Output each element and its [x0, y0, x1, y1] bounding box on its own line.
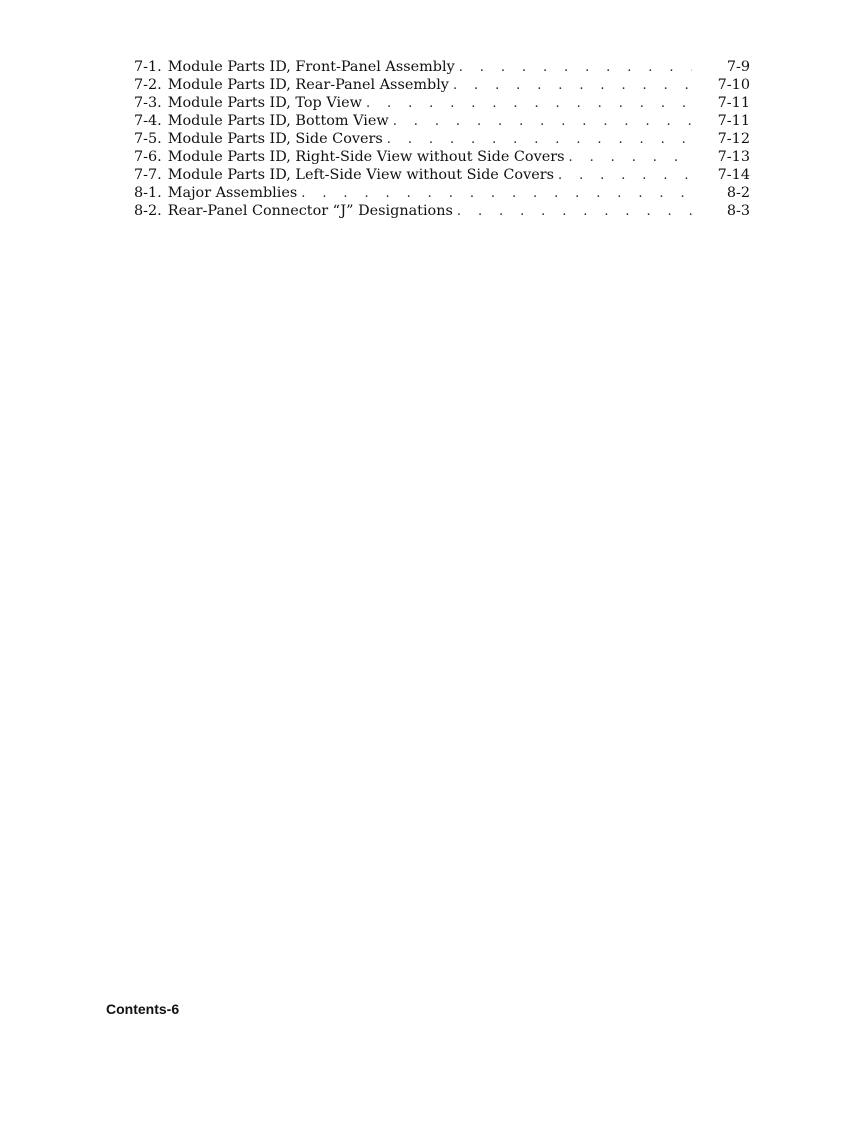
- dot-leader: [387, 131, 692, 149]
- figure-title: Rear-Panel Connector “J” Designations: [167, 203, 453, 219]
- dot-leader: [301, 185, 692, 203]
- figure-number: 8-1.: [134, 185, 162, 201]
- figure-title: Module Parts ID, Bottom View: [167, 113, 389, 129]
- figure-title: Module Parts ID, Top View: [167, 95, 362, 111]
- figure-number: 7-2.: [134, 77, 162, 93]
- page-number: 7-11: [717, 113, 750, 129]
- figure-title: Module Parts ID, Left-Side View without Side Covers: [167, 167, 554, 183]
- dot-leader: [366, 95, 692, 113]
- dot-leader: [459, 59, 692, 77]
- page-number: 7-10: [717, 77, 750, 93]
- toc-entry: [134, 184, 750, 202]
- page-number: 8-3: [726, 203, 750, 219]
- dot-leader: [569, 149, 692, 167]
- figure-title: Module Parts ID, Right-Side View without Side Covers: [167, 149, 565, 165]
- toc-entry: [134, 76, 750, 94]
- figure-title: Module Parts ID, Front-Panel Assembly: [167, 59, 455, 75]
- page-footer-label: Contents-6: [106, 1001, 180, 1017]
- page-number: 7-9: [726, 59, 750, 75]
- dot-leader: [453, 77, 692, 95]
- page-number: 7-12: [717, 131, 750, 147]
- toc-entry: [134, 148, 750, 166]
- figure-number: 7-3.: [134, 95, 162, 111]
- figure-number: 7-4.: [134, 113, 162, 129]
- figure-number: 8-2.: [134, 203, 162, 219]
- toc-entry: [134, 130, 750, 148]
- table-of-figures: [134, 58, 750, 220]
- figure-title: Module Parts ID, Rear-Panel Assembly: [167, 77, 449, 93]
- figure-number: 7-7.: [134, 167, 162, 183]
- figure-number: 7-5.: [134, 131, 162, 147]
- figure-title: Module Parts ID, Side Covers: [167, 131, 383, 147]
- dot-leader: [558, 167, 692, 185]
- figure-number: 7-1.: [134, 59, 162, 75]
- page-number: 7-11: [717, 95, 750, 111]
- dot-leader: [393, 113, 692, 131]
- page-number: 8-2: [726, 185, 750, 201]
- page-number: 7-14: [717, 167, 750, 183]
- toc-entry: [134, 58, 750, 76]
- toc-entry: [134, 94, 750, 112]
- toc-entry: [134, 166, 750, 184]
- figure-number: 7-6.: [134, 149, 162, 165]
- page-number: 7-13: [717, 149, 750, 165]
- toc-entry: [134, 202, 750, 220]
- dot-leader: [457, 203, 692, 221]
- toc-entry: [134, 112, 750, 130]
- figure-title: Major Assemblies: [167, 185, 298, 201]
